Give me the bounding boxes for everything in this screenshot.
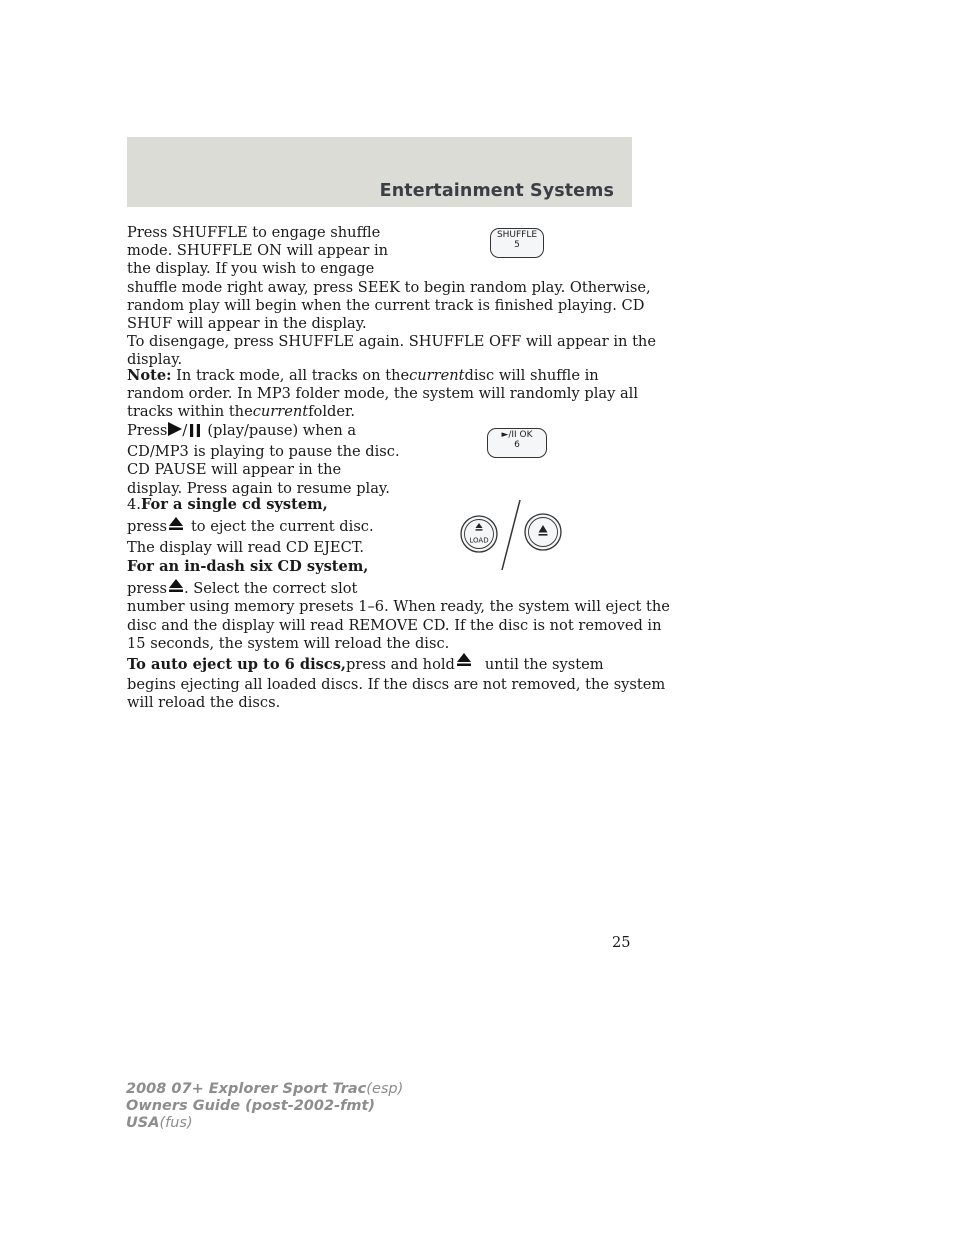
text-line: disc and the display will read REMOVE CD. If the disc is not removed in [127, 616, 662, 634]
text-span: In track mode, all tracks on the [176, 367, 410, 384]
text-span: disc will shuffle in [464, 367, 599, 384]
text-span: to eject the current disc. [190, 518, 374, 536]
text-span: folder. [308, 403, 356, 421]
single-cd-paragraph [127, 496, 374, 558]
footer-model-code: (esp) [366, 1081, 404, 1097]
text-span: (play/pause) when a [207, 422, 357, 439]
pause-icon [189, 424, 201, 437]
load-button-icon [461, 516, 497, 552]
text-line: CD PAUSE will appear in the [127, 461, 342, 479]
header-band [127, 137, 632, 207]
text-span: press [127, 580, 167, 598]
eject-icon [457, 653, 471, 666]
footer-guide: Owners Guide (post-2002-fmt) [126, 1098, 376, 1114]
play-ok-button-number: 6 [514, 440, 520, 450]
text-line: SHUF will appear in the display. [127, 315, 367, 333]
note-paragraph [127, 367, 638, 422]
text-line: will reload the discs. [127, 694, 281, 712]
text-line: CD/MP3 is playing to pause the disc. [127, 443, 400, 461]
shuffle-button-number: 5 [514, 240, 520, 250]
bold-heading: For a single cd system, [140, 496, 328, 513]
text-span: press [127, 518, 167, 536]
text-line: display. [127, 351, 183, 369]
shuffle-paragraph [127, 224, 656, 370]
note-label: Note: [127, 367, 172, 384]
text-span: / [182, 422, 188, 439]
eject-icon [169, 517, 183, 530]
text-line: random play will begin when the current track is finished playing. CD [127, 296, 645, 314]
shuffle-button-label: SHUFFLE [496, 230, 538, 240]
eject-icon [169, 579, 183, 592]
play-ok-button-label: ►/II OK [501, 430, 533, 440]
footer-market: USA [126, 1115, 160, 1131]
text-line: the display. If you wish to engage [127, 260, 375, 278]
text-line: begins ejecting all loaded discs. If the discs are not removed, the system [127, 676, 666, 694]
text-line: random order. In MP3 folder mode, the system will randomly play all [127, 385, 638, 403]
text-line: display. Press again to resume play. [127, 479, 390, 497]
text-line: The display will read CD EJECT. [127, 539, 364, 557]
text-line: To disengage, press SHUFFLE again. SHUFFLE OFF will appear in the [127, 333, 656, 351]
footer-model: 2008 07+ Explorer Sport Trac [126, 1081, 367, 1097]
footer-market-code: (fus) [159, 1115, 193, 1131]
play-pause-paragraph [127, 422, 400, 498]
text-span: tracks within the [127, 403, 253, 421]
text-span: . Select the correct slot [183, 580, 358, 598]
eject-button-icon [525, 514, 561, 550]
bold-heading: To auto eject up to 6 discs, [127, 656, 347, 674]
text-line: number using memory presets 1–6. When ready, the system will eject the [127, 598, 670, 616]
text-span: press and hold [346, 656, 455, 674]
italic-text: current [252, 403, 309, 421]
text-line: Press SHUFFLE to engage shuffle [127, 224, 381, 241]
six-cd-paragraph [127, 558, 670, 713]
text-span: until the system [484, 656, 604, 674]
load-button-label: LOAD [469, 536, 489, 545]
footer [126, 1081, 403, 1132]
page-number: 25 [612, 934, 631, 951]
text-line: mode. SHUFFLE ON will appear in [127, 242, 389, 260]
text-line: 15 seconds, the system will reload the disc. [127, 634, 450, 652]
text-span: Press [127, 422, 168, 439]
text-line: shuffle mode right away, press SEEK to begin random play. Otherwise, [127, 278, 651, 296]
section-title: Entertainment Systems [379, 181, 614, 201]
play-ok-button-illustration [487, 428, 547, 458]
bold-heading: For an in-dash six CD system, [127, 558, 369, 575]
play-icon [168, 422, 182, 436]
italic-text: current [409, 367, 465, 384]
step-number: 4. [127, 496, 141, 513]
